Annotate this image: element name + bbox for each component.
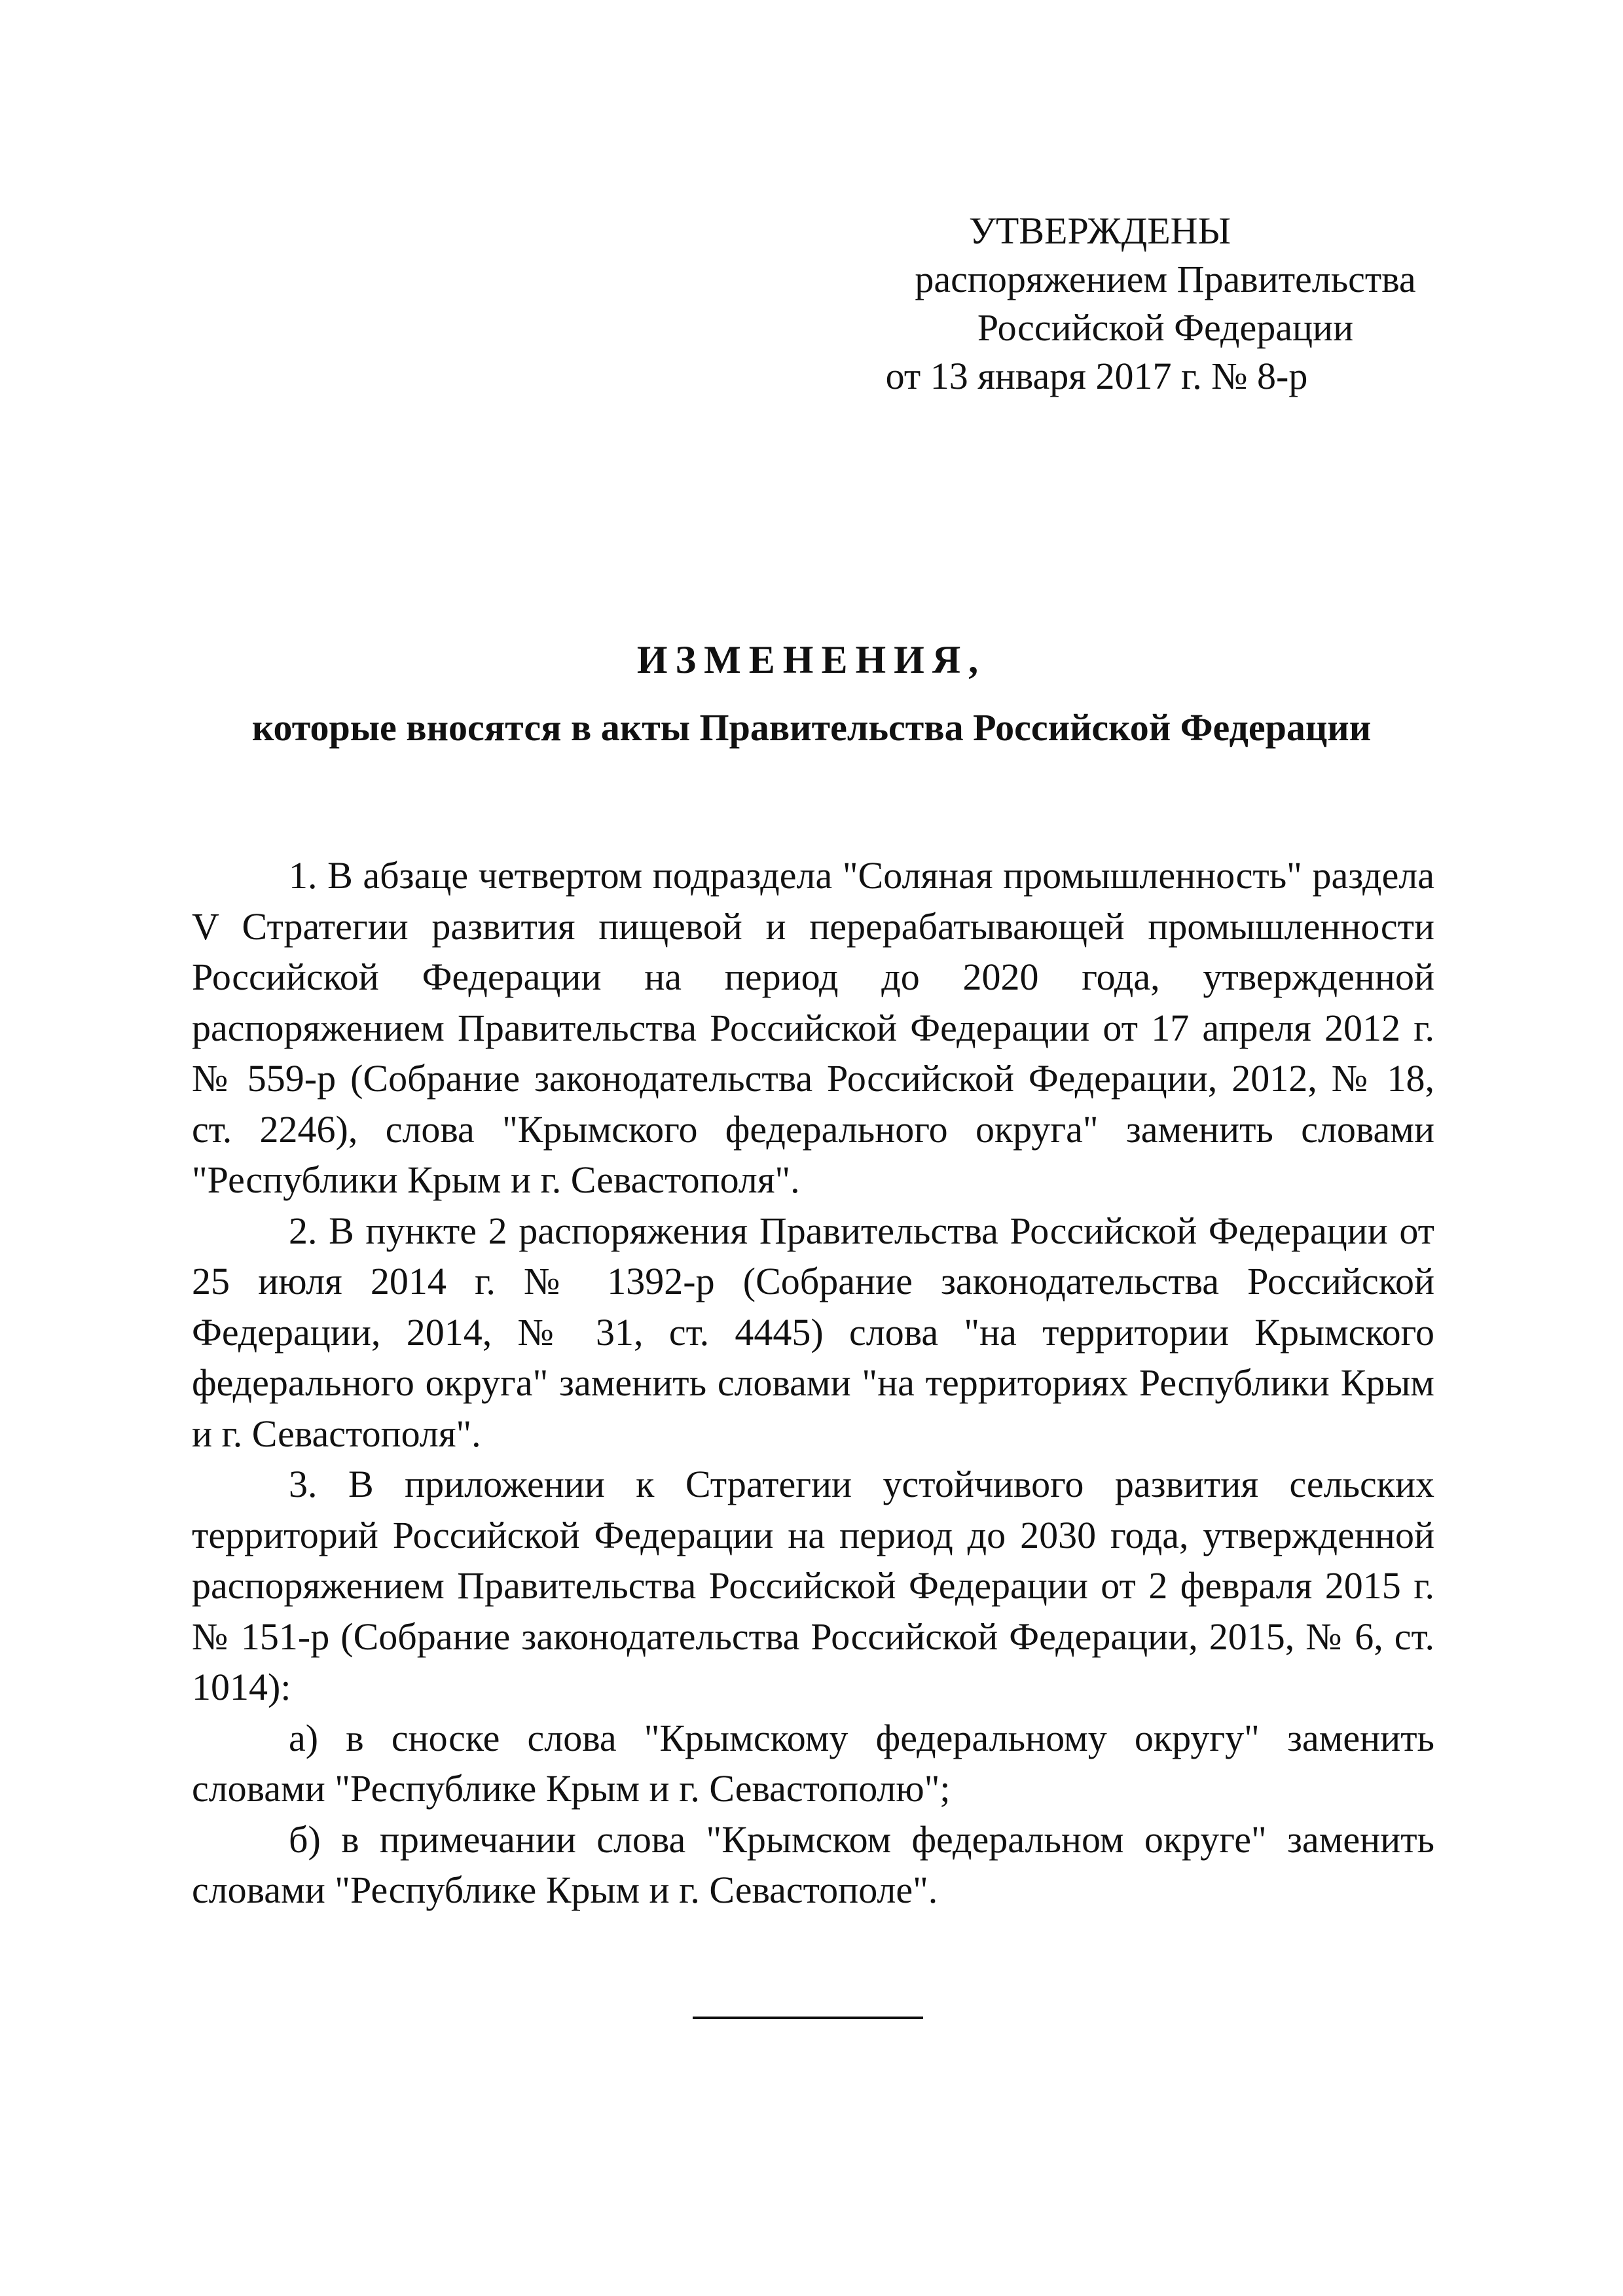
approval-block	[871, 207, 1460, 401]
paragraph-2: 2. В пункте 2 распоряжения Правительства Российской Федерации от 25 июля 2014 г. № 1392-р (Собрание законодательства Российской Федерации, 2014, № 31, ст. 4445) слова "на территории Крымского федерального округа" заменить словами "на территориях Республики Крым и г. Севастополя".	[192, 1209, 1434, 1455]
paragraph-3a: а) в сноске слова "Крымскому федеральному округу" заменить словами "Республике Крым и г. Севастополю";	[192, 1716, 1434, 1810]
document-body	[192, 850, 1434, 1916]
approval-authority: распоряжением Правительства	[915, 258, 1416, 300]
paragraph-3: 3. В приложении к Стратегии устойчивого развития сельских территорий Российской Федерации на период до 2030 года, утвержденной распоряжением Правительства Российской Федерации от 2 февраля 2015 г. № 151-р (Собрание законодательства Российской Федерации, 2015, № 6, ст. 1014):	[192, 1463, 1434, 1708]
approval-date-number: от 13 января 2017 г. № 8-р	[885, 355, 1308, 397]
closing-separator-line	[693, 2017, 923, 2019]
paragraph-1: 1. В абзаце четвертом подраздела "Соляная промышленность" раздела V Стратегии развития пищевой и перерабатывающей промышленности Российской Федерации на период до 2020 года, утвержденной распоряжением Правительства Российской Федерации от 17 апреля 2012 г. № 559-р (Собрание законодательства Российской Федерации, 2012, № 18, ст. 2246), слова "Крымского федерального округа" заменить словами "Республики Крым и г. Севастополя".	[192, 854, 1434, 1201]
document-subtitle: которые вносятся в акты Правительства Российской Федерации	[251, 706, 1372, 749]
approval-government: Российской Федерации	[977, 306, 1354, 349]
approval-heading: УТВЕРЖДЕНЫ	[968, 209, 1231, 252]
document-title: ИЗМЕНЕНИЯ,	[636, 638, 987, 681]
paragraph-3b: б) в примечании слова "Крымском федеральном округе" заменить словами "Республике Крым и г. Севастополе".	[192, 1818, 1434, 1911]
